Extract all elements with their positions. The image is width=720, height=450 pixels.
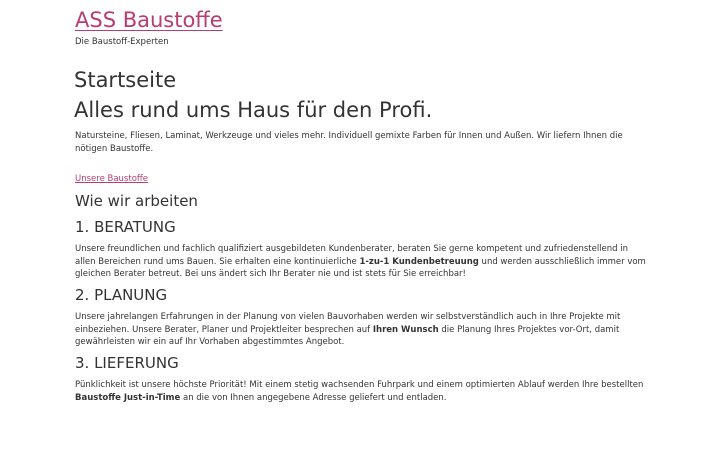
intro-text: Natursteine, Fliesen, Laminat, Werkzeuge und vieles mehr. Individuell gemixte Farben für Innen und Außen. Wir liefern Ihnen die nötigen Baustoffe.	[75, 131, 623, 154]
step-text-part: an die von Ihnen angegebene Adresse geliefert und entladen.	[180, 392, 447, 403]
step-text-strong: Baustoffe Just-in-Time	[75, 392, 181, 403]
step-text-part: Pünklichkeit ist unsere höchste Priorität! Mit einem stetig wachsenden Fuhrpark und einem optimierten Ablauf werden Ihre bestellten	[75, 380, 644, 390]
page-title: Startseite	[74, 68, 177, 92]
step-heading-planung: 2. PLANUNG	[75, 286, 168, 304]
step-text-part: Unsere freundlichen und fachlich qualifiziert ausgebildeten Kundenberater, beraten Sie gerne kompetent und zufriedenstellend in allen Bereichen rund ums Bauen. Sie erhalten eine kontinuierliche	[75, 244, 629, 267]
lead-heading: Alles rund ums Haus für den Profi.	[74, 98, 433, 122]
step-text-part: und werden ausschließlich immer vom gleichen Berater betreut. Bei uns ändert sich Ihr Berater nie und ist stets für Sie erreichbar!	[75, 256, 646, 279]
step-text-strong: 1-zu-1 Kundenbetreuung	[359, 256, 479, 267]
step-heading-lieferung: 3. LIEFERUNG	[75, 354, 179, 372]
step-text-beratung	[75, 243, 650, 281]
step-heading-beratung: 1. BERATUNG	[75, 218, 176, 236]
site-title-link[interactable]: ASS Baustoffe	[75, 8, 223, 32]
step-text-planung	[75, 311, 650, 349]
site-tagline: Die Baustoff-Experten	[75, 37, 169, 47]
products-link[interactable]: Unsere Baustoffe	[75, 174, 148, 184]
step-text-lieferung	[75, 379, 650, 404]
how-we-work-heading: Wie wir arbeiten	[75, 192, 198, 210]
step-text-part: Unsere jahrelangen Erfahrungen in der Planung von vielen Bauvorhaben werden wir selbstverständlich auch in Ihre Projekte mit einbeziehen. Unsere Berater, Planer und Projektleiter besprechen auf	[75, 312, 621, 335]
step-text-part: die Planung Ihres Projektes vor-Ort, damit gewährleisten wir ein auf Ihr Vorhaben abgestimmtes Angebot.	[75, 324, 620, 347]
step-text-strong: Ihren Wunsch	[372, 324, 439, 335]
